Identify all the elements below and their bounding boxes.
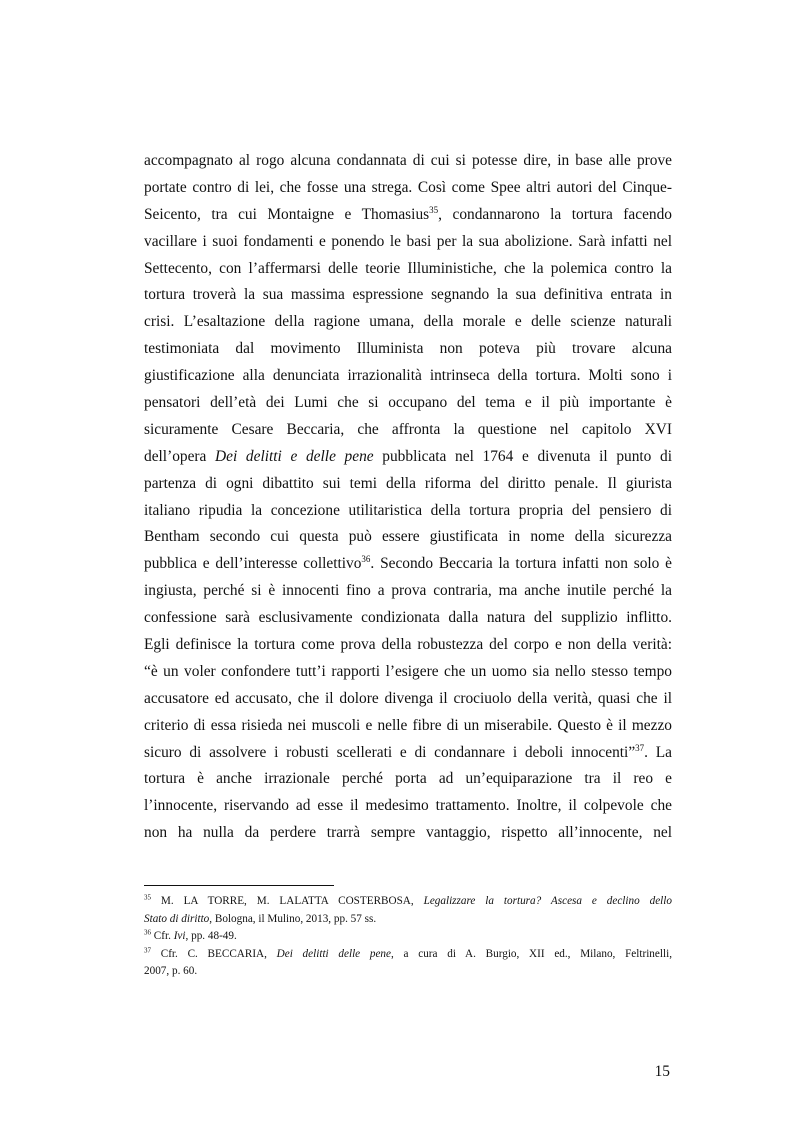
- paragraph-line: giustificazione alla denunciata irrazionalità intrinseca della tortura. Molti sono i: [144, 367, 672, 385]
- paragraph-line: l’innocente, riservando ad esse il medesimo trattamento. Inoltre, il colpevole che: [144, 797, 672, 815]
- paragraph-line: dell’opera Dei delitti e delle pene pubblicata nel 1764 e divenuta il punto di: [144, 447, 672, 465]
- paragraph-line: testimoniata dal movimento Illuminista non poteva più trovare alcuna: [144, 340, 672, 358]
- paragraph-line: sicuramente Cesare Beccaria, che affronta la questione nel capitolo XVI: [144, 420, 672, 438]
- paragraph-line: tortura è anche irrazionale perché porta ad un’equiparazione tra il reo e: [144, 770, 672, 788]
- paragraph-line: accompagnato al rogo alcuna condannata di cui si potesse dire, in base alle prove: [144, 152, 672, 169]
- paragraph-line: crisi. L’esaltazione della ragione umana, della morale e delle scienze naturali: [144, 313, 672, 331]
- paragraph-line: accusatore ed accusato, che il dolore divenga il crociuolo della verità, quasi che il: [144, 689, 672, 707]
- paragraph-line: portate contro di lei, che fosse una strega. Così come Spee altri autori del Cinque-: [144, 178, 672, 196]
- paragraph-line: italiano ripudia la concezione utilitaristica della tortura propria del pensiero di: [144, 501, 672, 519]
- paragraph-line: confessione sarà esclusivamente condizionata dalla natura del supplizio inflitto.: [144, 609, 672, 627]
- book-title: Dei delitti e delle pene: [215, 447, 374, 465]
- paragraph-line: non ha nulla da perdere trarrà sempre vantaggio, rispetto all’innocente, nel: [144, 824, 672, 842]
- footnote-ref-36[interactable]: 36: [361, 554, 371, 565]
- paragraph-line: criterio di essa risieda nei muscoli e nelle fibre di un miserabile. Questo è il mezzo: [144, 716, 672, 734]
- paragraph-line: Settecento, con l’affermarsi delle teorie Illuministiche, che la polemica contro la: [144, 259, 672, 277]
- paragraph-line: Bentham secondo cui questa può essere giustificata in nome della sicurezza: [144, 528, 672, 546]
- footnote-35: $^{35}$ M. LA TORRE, M. LALATTA COSTERBOSA, Legalizzare la tortura? Ascesa e declino dello: [144, 893, 672, 907]
- paragraph-line: sicuro di assolvere i robusti scellerati e di condannare i deboli innocenti”$^{37}$. La: [144, 742, 672, 761]
- paragraph-line: Seicento, tra cui Montaigne e Thomasius$^{35}$, condannarono la tortura facendo: [144, 204, 672, 223]
- paragraph-line: Egli definisce la tortura come prova della robustezza del corpo e non della verità:: [144, 636, 672, 654]
- paragraph-line: pubblica e dell’interesse collettivo$^{36}$. Secondo Beccaria la tortura infatti non solo è: [144, 554, 672, 573]
- footnotes: [144, 893, 672, 981]
- page-number: 15: [654, 1063, 670, 1080]
- paragraph-line: partenza di ogni dibattito sui temi della riforma del diritto penale. Il giurista: [144, 474, 672, 492]
- footnote-ref-37[interactable]: 37: [635, 742, 645, 753]
- footnote-separator: [144, 885, 334, 886]
- footnote-36: $^{36}$ Cfr. Ivi, pp. 48-49.: [144, 928, 237, 943]
- paragraph-line: pensatori dell’età dei Lumi che si occupano del tema e il più importante è: [144, 394, 672, 412]
- paragraph-line: tortura troverà la sua massima espressione segnando la sua definitiva entrata in: [144, 286, 672, 304]
- paragraph-line: ingiusta, perché si è innocenti fino a prova contraria, ma anche inutile perché la: [144, 582, 672, 600]
- footnote-37: $^{37}$ Cfr. C. BECCARIA, Dei delitti delle pene, a cura di A. Burgio, XII ed., Milano, Feltrinelli,: [144, 946, 672, 960]
- footnote-35-cont: Stato di diritto, Bologna, il Mulino, 2013, pp. 57 ss.: [144, 912, 377, 925]
- paragraph-line: vacillare i suoi fondamenti e ponendo le basi per la sua abolizione. Sarà infatti nel: [144, 232, 672, 250]
- body-text: [144, 148, 672, 847]
- footnote-37-cont: 2007, p. 60.: [144, 965, 198, 978]
- footnote-ref-35[interactable]: 35: [429, 204, 439, 215]
- paragraph-line: “è un voler confondere tutt’i rapporti l’esigere che un uomo sia nello stesso tempo: [144, 662, 672, 680]
